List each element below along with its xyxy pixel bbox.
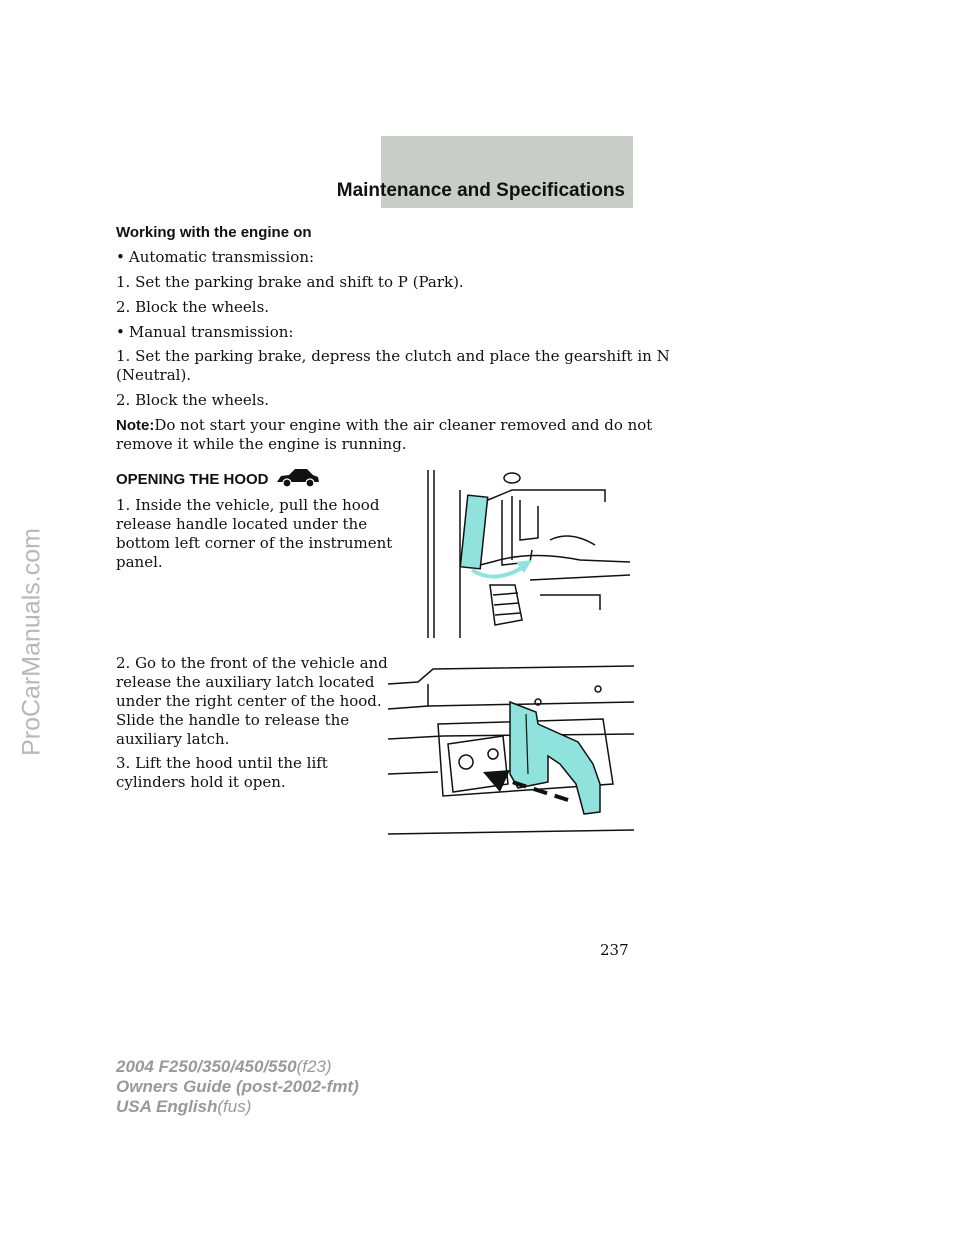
hood-release-handle-illustration xyxy=(420,470,635,640)
car-icon xyxy=(275,466,321,490)
heading-opening-hood xyxy=(116,466,321,490)
auto-step-2: 2. Block the wheels. xyxy=(116,298,270,316)
note-line-1 xyxy=(116,416,652,435)
bullet-manual-text: Manual transmission: xyxy=(128,323,294,341)
footer-language: USA English xyxy=(116,1097,218,1116)
hood-step-3-line: 3. Lift the hood until the lift xyxy=(116,754,328,772)
hood-step-2-line: auxiliary latch. xyxy=(116,730,230,748)
bullet-manual xyxy=(116,323,293,342)
footer-language-code: (fus) xyxy=(217,1097,252,1116)
footer-line-3 xyxy=(116,1097,359,1117)
watermark-text: ProCarManuals.com xyxy=(17,528,46,756)
footer-line-1 xyxy=(116,1057,359,1077)
hood-step-1-line: panel. xyxy=(116,553,163,571)
hood-step-1-line: release handle located under the xyxy=(116,515,368,533)
manual-step-1-line-2: (Neutral). xyxy=(116,366,192,384)
hood-step-1-line: bottom left corner of the instrument xyxy=(116,534,393,552)
side-watermark xyxy=(10,528,54,756)
auto-step-1: 1. Set the parking brake and shift to P (Park). xyxy=(116,273,464,291)
footer-model: 2004 F250/350/450/550 xyxy=(116,1057,297,1076)
handle-cyan xyxy=(460,495,487,569)
hood-step-2 xyxy=(116,654,388,749)
note-line-2: remove it while the engine is running. xyxy=(116,435,407,453)
footer-line-2: Owners Guide (post-2002-fmt) xyxy=(116,1077,359,1096)
footer xyxy=(116,1057,359,1117)
bullet-automatic xyxy=(116,248,314,267)
auxiliary-latch-illustration xyxy=(388,664,635,839)
footer-model-code: (f23) xyxy=(296,1057,332,1076)
hood-step-3-line: cylinders hold it open. xyxy=(116,773,286,791)
note-label: Note: xyxy=(116,417,155,434)
heading-engine-on: Working with the engine on xyxy=(116,224,312,241)
bullet-automatic-text: Automatic transmission: xyxy=(128,248,315,266)
section-header xyxy=(336,136,633,208)
note-text-1: Do not start your engine with the air cleaner removed and do not xyxy=(154,416,653,434)
hood-step-2-line: under the right center of the hood. xyxy=(116,692,382,710)
heading-opening-hood-text: OPENING THE HOOD xyxy=(116,471,269,488)
page-number: 237 xyxy=(600,941,629,959)
hood-step-2-line: 2. Go to the front of the vehicle and xyxy=(116,654,388,672)
hood-step-2-line: release the auxiliary latch located xyxy=(116,673,375,691)
hood-step-1 xyxy=(116,496,392,572)
section-title: Maintenance and Specifications xyxy=(336,180,625,201)
hood-step-1-line: 1. Inside the vehicle, pull the hood xyxy=(116,496,380,514)
manual-step-2: 2. Block the wheels. xyxy=(116,391,270,409)
hood-step-2-line: Slide the handle to release the xyxy=(116,711,350,729)
hood-step-3 xyxy=(116,754,328,792)
manual-step-1-line-1: 1. Set the parking brake, depress the clutch and place the gearshift in N xyxy=(116,347,670,365)
